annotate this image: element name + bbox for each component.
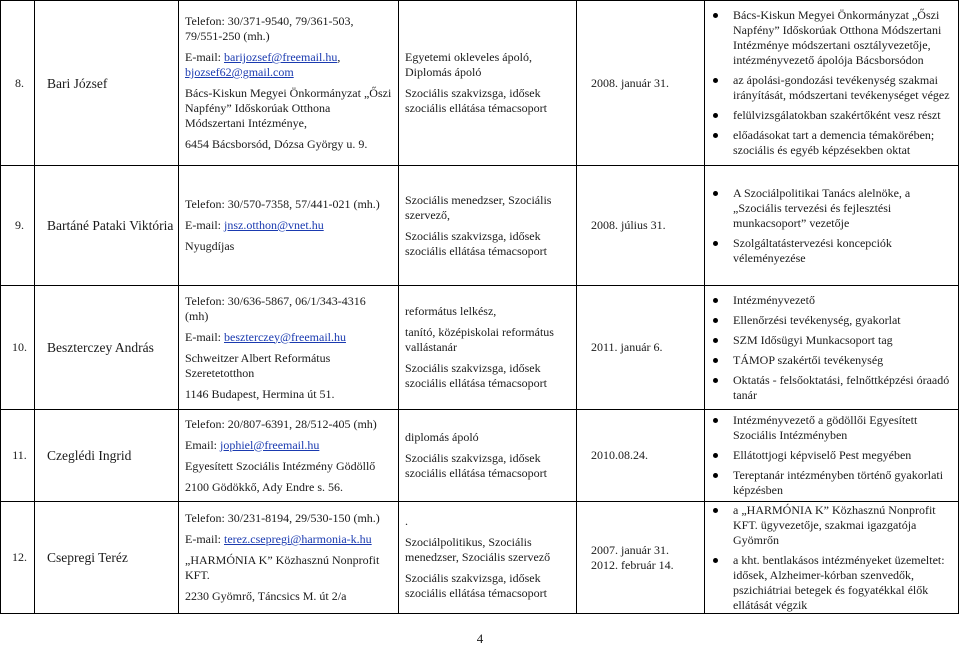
qualification: Szociálpolitikus, Szociális menedzser, Szociális szervező <box>405 535 551 564</box>
row-number: 12. <box>1 502 35 614</box>
address: 6454 Bácsborsód, Dózsa György u. 9. <box>185 137 368 151</box>
bullet-icon <box>713 78 718 83</box>
contact-cell <box>179 286 399 410</box>
bullet-icon <box>713 241 718 246</box>
page-number: 4 <box>476 631 484 646</box>
roles-cell <box>705 286 959 410</box>
list-item: Ellátottjogi képviselő Pest megyében <box>711 448 954 463</box>
roles-list <box>711 8 954 158</box>
expert-name: Bartáné Pataki Viktória <box>35 166 179 286</box>
qualification: . <box>405 514 408 528</box>
bullet-icon <box>713 358 718 363</box>
phone: Telefon: 20/807-6391, 28/512-405 (mh) <box>185 416 377 431</box>
email-link[interactable]: terez.csepregi@harmonia-k.hu <box>224 532 372 546</box>
roles-cell <box>705 166 959 286</box>
list-item: A Szociálpolitikai Tanács alelnöke, a „Szociális tervezési és fejlesztési munkacsoport” vezetője <box>711 186 954 231</box>
expert-name: Bari József <box>35 1 179 166</box>
email-line: E-mail: jnsz.otthon@vnet.hu <box>185 218 324 232</box>
qualification: Szociális szakvizsga, idősek szociális ellátása témacsoport <box>405 571 547 600</box>
bullet-icon <box>713 378 718 383</box>
date-line: 2012. február 14. <box>591 557 674 572</box>
qualification-cell <box>399 286 577 410</box>
date-cell: 2008. július 31. <box>577 166 705 286</box>
expert-name: Beszterczey András <box>35 286 179 410</box>
list-item: Ellenőrzési tevékenység, gyakorlat <box>711 313 954 328</box>
qualification-cell <box>399 410 577 502</box>
contact-cell <box>179 1 399 166</box>
list-item: Tereptanár intézményben történő gyakorlati képzésben <box>711 468 954 498</box>
qualification-cell <box>399 1 577 166</box>
bullet-icon <box>713 298 718 303</box>
email-link[interactable]: jophiel@freemail.hu <box>220 437 320 452</box>
bullet-icon <box>713 338 718 343</box>
row-number: 11. <box>1 410 35 502</box>
table-row <box>1 410 959 502</box>
qualification: Szociális szakvizsga, idősek szociális ellátása témacsoport <box>405 451 547 480</box>
bullet-icon <box>713 113 718 118</box>
date-cell <box>577 502 705 614</box>
email-line: E-mail: beszterczey@freemail.hu <box>185 329 346 344</box>
email-line: Email: jophiel@freemail.hu <box>185 437 320 452</box>
phone: Telefon: 30/636-5867, 06/1/343-4316 (mh) <box>185 293 366 323</box>
bullet-icon <box>713 473 718 478</box>
list-item: TÁMOP szakértői tevékenység <box>711 353 954 368</box>
qualification: Szociális szakvizsga, idősek szociális ellátása témacsoport <box>405 86 547 115</box>
date-cell: 2008. január 31. <box>577 1 705 166</box>
roles-list <box>711 503 954 613</box>
organization: Bács-Kiskun Megyei Önkormányzat „Őszi Napfény” Időskorúak Otthona Módszertani Intézménye, <box>185 86 392 130</box>
list-item: felülvizsgálatokban szakértőként vesz részt <box>711 108 954 123</box>
organization: Schweitzer Albert Református Szeretetotthon <box>185 350 331 380</box>
organization: Nyugdíjas <box>185 239 235 253</box>
list-item: Oktatás - felsőoktatási, felnőttképzési óraadó tanár <box>711 373 954 403</box>
organization: Egyesített Szociális Intézmény Gödöllő <box>185 458 376 473</box>
contact-cell <box>179 410 399 502</box>
address: 2100 Gödökkő, Ady Endre s. 56. <box>185 479 343 494</box>
contact-cell <box>179 166 399 286</box>
list-item: Bács-Kiskun Megyei Önkormányzat „Őszi Napfény” Időskorúak Otthona Módszertani Intézménye módszertani osztályvezetője, intézményvezető ápolója Bácsborsódon <box>711 8 954 68</box>
email-link[interactable]: barijozsef@freemail.hu <box>224 50 338 64</box>
qualification: tanító, középiskolai református vallástanár <box>405 325 554 354</box>
email-link[interactable]: jnsz.otthon@vnet.hu <box>224 218 324 232</box>
email-link-secondary[interactable]: bjozsef62@gmail.com <box>185 65 294 79</box>
expert-name: Csepregi Teréz <box>35 502 179 614</box>
contact-cell <box>179 502 399 614</box>
row-number: 10. <box>1 286 35 410</box>
roles-list <box>711 413 954 498</box>
email-line: E-mail: barijozsef@freemail.hu, bjozsef62@gmail.com <box>185 50 341 79</box>
roles-cell <box>705 502 959 614</box>
roles-list <box>711 293 954 403</box>
qualification: Egyetemi okleveles ápoló, Diplomás ápoló <box>405 50 532 79</box>
table-row <box>1 1 959 166</box>
email-link[interactable]: beszterczey@freemail.hu <box>224 329 346 344</box>
organization: „HARMÓNIA K” Közhasznú Nonprofit KFT. <box>185 553 380 582</box>
list-item: Intézményvezető a gödöllői Egyesített Szociális Intézményben <box>711 413 954 443</box>
qualification: Szociális szakvizsga, idősek szociális ellátása témacsoport <box>405 228 547 258</box>
address: 1146 Budapest, Hermina út 51. <box>185 386 335 401</box>
list-item: a „HARMÓNIA K” Közhasznú Nonprofit KFT. ügyvezetője, szakmai igazgatója Gyömrőn <box>711 503 954 548</box>
list-item: a kht. bentlakásos intézményeket üzemeltet: idősek, Alzheimer-kórban szenvedők, pszichiátriai betegek és fogyatékkal élők ellátását végzik <box>711 553 954 613</box>
row-number: 8. <box>1 1 35 166</box>
bullet-icon <box>713 133 718 138</box>
bullet-icon <box>713 418 718 423</box>
roles-cell <box>705 410 959 502</box>
qualification: református lelkész, <box>405 304 497 318</box>
row-number: 9. <box>1 166 35 286</box>
phone: Telefon: 30/570-7358, 57/441-021 (mh.) <box>185 197 380 211</box>
expert-name: Czeglédi Ingrid <box>35 410 179 502</box>
date-cell: 2010.08.24. <box>577 410 705 502</box>
qualification: Szociális menedzser, Szociális szervező, <box>405 192 552 222</box>
address: 2230 Gyömrő, Táncsics M. út 2/a <box>185 589 347 603</box>
table-row <box>1 166 959 286</box>
bullet-icon <box>713 558 718 563</box>
bullet-icon <box>713 13 718 18</box>
bullet-icon <box>713 318 718 323</box>
bullet-icon <box>713 191 718 196</box>
table-row <box>1 286 959 410</box>
date-cell: 2011. január 6. <box>577 286 705 410</box>
roles-list <box>711 186 954 266</box>
qualification-cell <box>399 166 577 286</box>
date-line: 2007. január 31. <box>591 542 669 557</box>
list-item: Szolgáltatástervezési koncepciók véleményezése <box>711 236 954 266</box>
qualification: diplomás ápoló <box>405 430 479 444</box>
email-line: E-mail: terez.csepregi@harmonia-k.hu <box>185 532 372 546</box>
phone: Telefon: 30/371-9540, 79/361-503, 79/551-250 (mh.) <box>185 14 354 43</box>
bullet-icon <box>713 453 718 458</box>
phone: Telefon: 30/231-8194, 29/530-150 (mh.) <box>185 511 380 525</box>
table-row <box>1 502 959 614</box>
list-item: az ápolási-gondozási tevékenység szakmai irányítását, módszertani tevékenységet végez <box>711 73 954 103</box>
list-item: előadásokat tart a demencia témakörében; szociális és egyéb képzésekben oktat <box>711 128 954 158</box>
list-item: Intézményvezető <box>711 293 954 308</box>
qualification: Szociális szakvizsga, idősek szociális ellátása témacsoport <box>405 361 547 390</box>
qualification-cell <box>399 502 577 614</box>
bullet-icon <box>713 508 718 513</box>
roles-cell <box>705 1 959 166</box>
list-item: SZM Idősügyi Munkacsoport tag <box>711 333 954 348</box>
